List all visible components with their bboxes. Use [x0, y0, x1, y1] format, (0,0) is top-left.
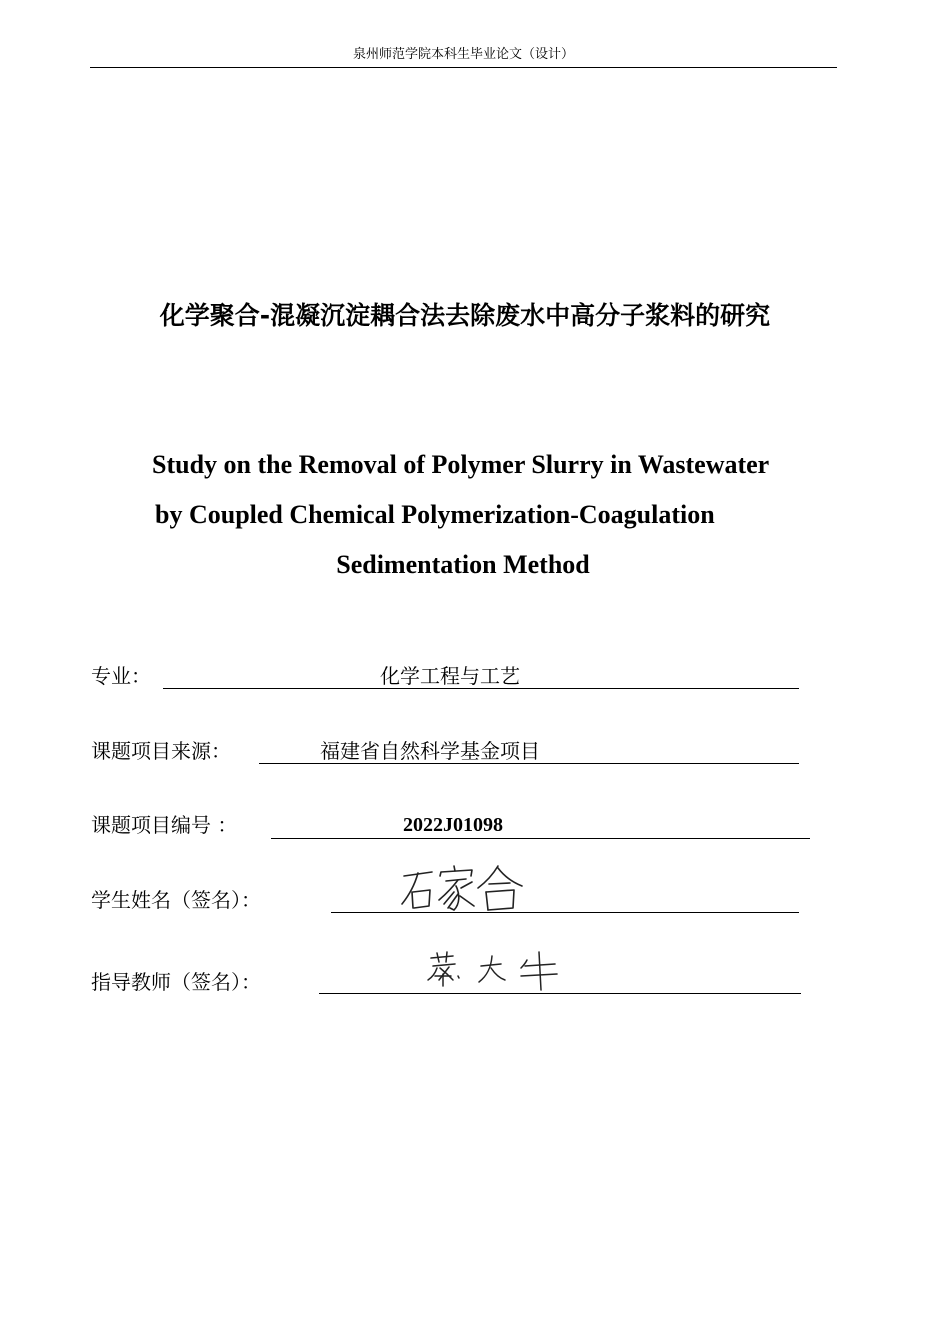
chinese-title: 化学聚合-混凝沉淀耦合法去除废水中高分子浆料的研究 — [159, 301, 771, 330]
student-name-label: 学生姓名（签名）： — [91, 888, 261, 912]
advisor-name-label: 指导教师（签名）： — [91, 970, 261, 994]
project-source-value: 福建省自然科学基金项目 — [320, 739, 540, 763]
english-title-line-2: by Coupled Chemical Polymerization-Coagulation — [155, 500, 715, 529]
major-label: 专业： — [91, 664, 151, 688]
project-source-label: 课题项目来源： — [91, 739, 231, 763]
project-number-value: 2022J01098 — [403, 814, 503, 836]
student-signature — [398, 862, 528, 914]
advisor-signature — [425, 950, 565, 994]
project-number-underline — [271, 810, 810, 839]
english-title-line-1: Study on the Removal of Polymer Slurry in Wastewater — [152, 450, 770, 479]
english-title-line-3: Sedimentation Method — [336, 550, 590, 579]
project-number-label: 课题项目编号 ： — [91, 813, 238, 837]
page-header: 泉州师范学院本科生毕业论文（设计） — [90, 46, 837, 68]
major-value: 化学工程与工艺 — [380, 664, 520, 688]
